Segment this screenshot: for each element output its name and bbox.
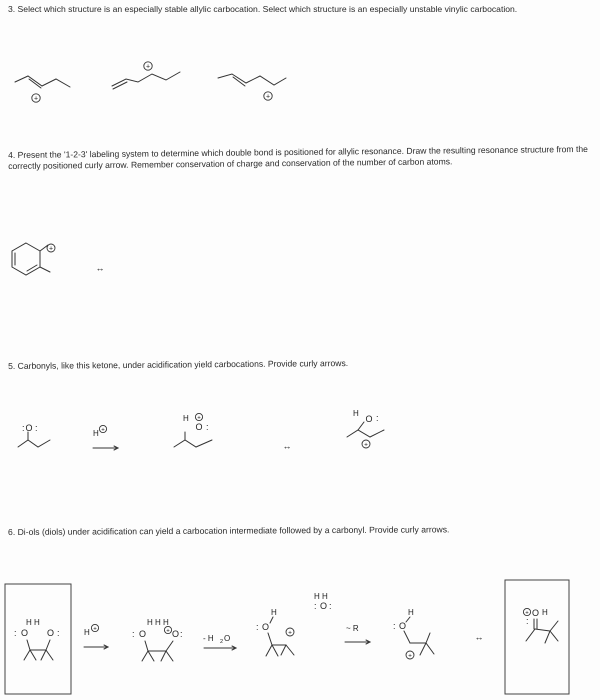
hydrogen-atom: H: [353, 409, 359, 418]
proton-label: H: [93, 429, 99, 438]
svg-text::: :: [526, 616, 529, 626]
svg-text:+: +: [93, 626, 97, 633]
svg-text:+: +: [288, 629, 292, 637]
q3-structure-1[interactable]: [15, 76, 70, 103]
q6-carbocation-intermediate[interactable]: [256, 608, 294, 656]
alkyl-shift-label: ~ R: [346, 624, 359, 633]
charge-plus: +: [48, 245, 54, 253]
q6-diol[interactable]: [14, 618, 60, 660]
resonance-arrow-icon: ↔: [474, 632, 484, 642]
resonance-arrow-icon: ↔: [282, 441, 292, 451]
hydrogen-labels: H H: [26, 618, 40, 627]
charge-plus: +: [145, 63, 151, 71]
svg-text:+: +: [197, 415, 201, 422]
svg-text::: :: [57, 628, 60, 638]
svg-text::: :: [132, 629, 135, 639]
svg-text:+: +: [101, 427, 105, 434]
oxygen-atom: O: [47, 628, 55, 638]
q6-water-leaving: [314, 592, 332, 611]
svg-text::: :: [329, 601, 332, 611]
q5-ketone[interactable]: [18, 423, 50, 447]
oxygen-atom: O: [25, 423, 33, 433]
oxygen-atom: O: [195, 422, 203, 432]
hydrogen-atom: H: [408, 608, 414, 617]
oxygen-atom: O: [399, 621, 407, 631]
lone-pair: :: [35, 423, 38, 433]
oxygen-atom: O: [532, 608, 540, 618]
resonance-arrow-icon: ↔: [95, 263, 105, 273]
minus-water-label: - H: [203, 634, 214, 643]
lone-pair: :: [376, 413, 379, 423]
oxygen-atom: O: [139, 629, 147, 639]
svg-text:O: O: [224, 634, 231, 643]
svg-text:+: +: [408, 652, 412, 660]
charge-plus: +: [265, 93, 271, 101]
q5-carbocation[interactable]: [347, 409, 384, 449]
q3-structure-3[interactable]: [218, 74, 286, 101]
lone-pair: :: [22, 423, 25, 433]
hydrogen-atom: H: [183, 414, 189, 423]
q3-structure-2[interactable]: [112, 62, 180, 89]
charge-plus: +: [33, 95, 39, 103]
svg-text::: :: [256, 622, 259, 632]
hydrogen-labels: H H: [314, 592, 328, 601]
svg-text:+: +: [166, 628, 170, 635]
oxygen-atom: O: [262, 622, 270, 632]
proton-label: H: [84, 628, 90, 637]
svg-text:+: +: [364, 441, 368, 449]
q6-water-loss-arrow: [203, 634, 236, 650]
question-4-text: 4. Present the '1-2-3' labeling system to determine which double bond is positioned for allylic resonance. Draw the resulting resonance structure from the correctly positioned curly arrow. Remember conservation of charge and conservation of the number of carbon atoms.: [8, 143, 588, 171]
question-5-text: 5. Carbonyls, like this ketone, under acidification yield carbocations. Provide curly arrows.: [8, 358, 349, 371]
svg-text:2: 2: [220, 639, 224, 645]
q6-rearranged-cation[interactable]: [393, 608, 434, 660]
q6-start-box: [5, 584, 71, 694]
svg-text::: :: [393, 621, 396, 631]
q5-acid-arrow: [93, 425, 118, 450]
hydrogen-atom: H: [542, 608, 548, 617]
q5-protonated-ketone[interactable]: [174, 413, 212, 447]
svg-text:+: +: [525, 610, 529, 617]
oxygen-atom: O: [172, 629, 180, 639]
question-6-text: 6. Di-ols (diols) under acidification can yield a carbocation intermediate followed by a carbonyl. Provide curly arrows.: [8, 524, 450, 537]
svg-text::: :: [314, 601, 317, 611]
svg-text::: :: [180, 629, 183, 639]
q4-structure[interactable]: [12, 243, 55, 275]
svg-text::: :: [14, 628, 17, 638]
q6-acid-arrow: [84, 624, 108, 649]
oxygen-atom: O: [21, 628, 29, 638]
question-3-text: 3. Select which structure is an especially stable allylic carbocation. Select which structure is an especially unstable vinylic carbocation.: [8, 4, 518, 14]
hydrogen-labels: H H H: [147, 618, 169, 627]
q6-protonated-carbonyl[interactable]: [523, 608, 558, 643]
q6-protonated-diol[interactable]: [132, 618, 183, 661]
oxygen-atom: O: [320, 601, 328, 611]
q6-shift-arrow: [345, 624, 370, 644]
oxygen-atom: O: [365, 414, 373, 424]
lone-pair: :: [206, 422, 209, 432]
q6-end-box: [505, 580, 569, 694]
hydrogen-atom: H: [271, 608, 277, 617]
